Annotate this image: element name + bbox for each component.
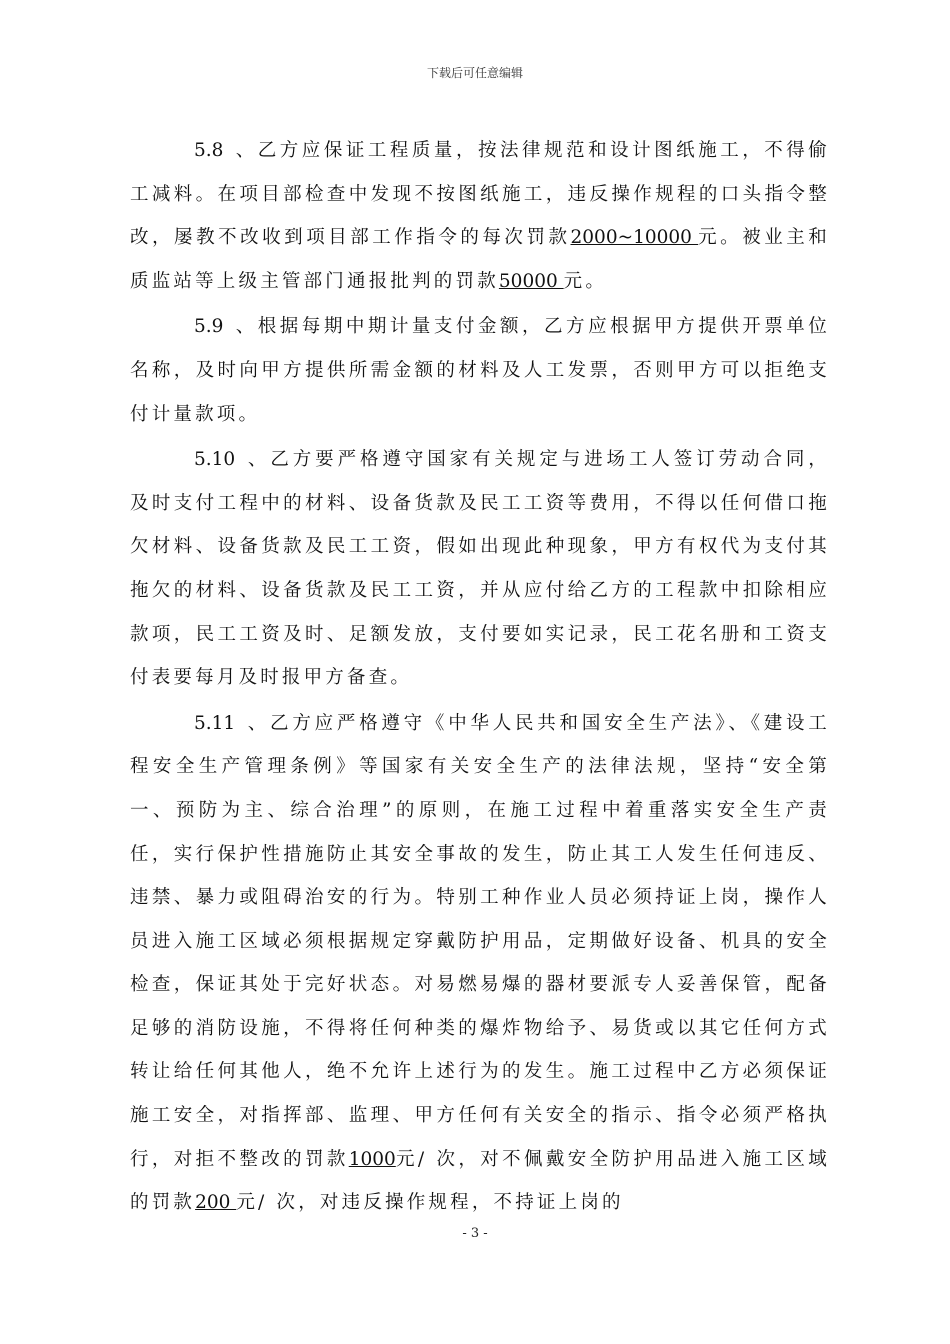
clause-number: 5.11 bbox=[194, 712, 236, 734]
clause-text: 、乙方要严格遵守国家有关规定与进场工人签订劳动合同，及时支付工程中的材料、设备货款及民工工资等费用，不得以任何借口拖欠材料、设备货款及民工工资，假如出现此种现象，甲方有权代为支付其拖欠的材料、设备货款及民工工资，并从应付给乙方的工程款中扣除相应款项，民工工资及时、足额发放，支付要如实记录，民工花名册和工资支付表要每月及时报甲方备查。 bbox=[130, 449, 830, 689]
fine-amount: 50000 bbox=[498, 270, 564, 292]
clause-number: 5.10 bbox=[194, 449, 236, 471]
fine-amount: 1000 bbox=[348, 1148, 396, 1170]
clause-text: 元/ 次，对不佩戴安全防护用品进入施工区域的罚款 bbox=[130, 1148, 830, 1214]
clause-text: 、乙方应保证工程质量，按法律规范和设计图纸施工，不得偷工减料。在项目部检查中发现不按图纸施工，违反操作规程的口头指令整改，屡教不改收到项目部工作指令的每次罚款 bbox=[130, 140, 830, 249]
clause-text: 、乙方应严格遵守《中华人民共和国安全生产法》、《建设工程安全生产管理条例》等国家有关安全生产的法律法规，坚持“安全第一、预防为主、综合治理”的原则，在施工过程中着重落实安全生产责任，实行保护性措施防止其安全事故的发生，防止其工人发生任何违反、违禁、暴力或阻碍治安的行为。特别工种作业人员必须持证上岗，操作人员进入施工区域必须根据规定穿戴防护用品，定期做好设备、机具的安全检查，保证其处于完好状态。对易燃易爆的器材要派专人妥善保管，配备足够的消防设施，不得将任何种类的爆炸物给予、易货或以其它任何方式转让给任何其他人，绝不允许上述行为的发生。施工过程中乙方必须保证施工安全，对指挥部、监理、甲方任何有关安全的指示、指令必须严格执行，对拒不整改的罚款 bbox=[130, 712, 830, 1170]
clause-number: 5.8 bbox=[194, 140, 224, 161]
clause-5-9 bbox=[130, 305, 830, 436]
document-body bbox=[130, 129, 830, 1227]
clause-text: 元。被业主和质监站等上级主管部门通报批判的罚款 bbox=[130, 227, 830, 292]
fine-amount: 2000~10000 bbox=[570, 227, 699, 249]
clause-5-10 bbox=[130, 438, 830, 700]
clause-text: 、根据每期中期计量支付金额，乙方应根据甲方提供开票单位名称，及时向甲方提供所需金额的材料及人工发票，否则甲方可以拒绝支付计量款项。 bbox=[130, 316, 830, 425]
page-header: 下载后可任意编辑 bbox=[426, 66, 523, 80]
fine-amount: 200 bbox=[195, 1192, 237, 1214]
clause-5-8 bbox=[130, 129, 830, 303]
clause-5-11 bbox=[130, 702, 830, 1225]
clause-text: 元/ 次，对违反操作规程，不持证上岗的 bbox=[236, 1192, 624, 1214]
page-number: - 3 - bbox=[462, 1226, 488, 1241]
clause-number: 5.9 bbox=[194, 316, 224, 338]
clause-text: 元。 bbox=[563, 270, 608, 292]
